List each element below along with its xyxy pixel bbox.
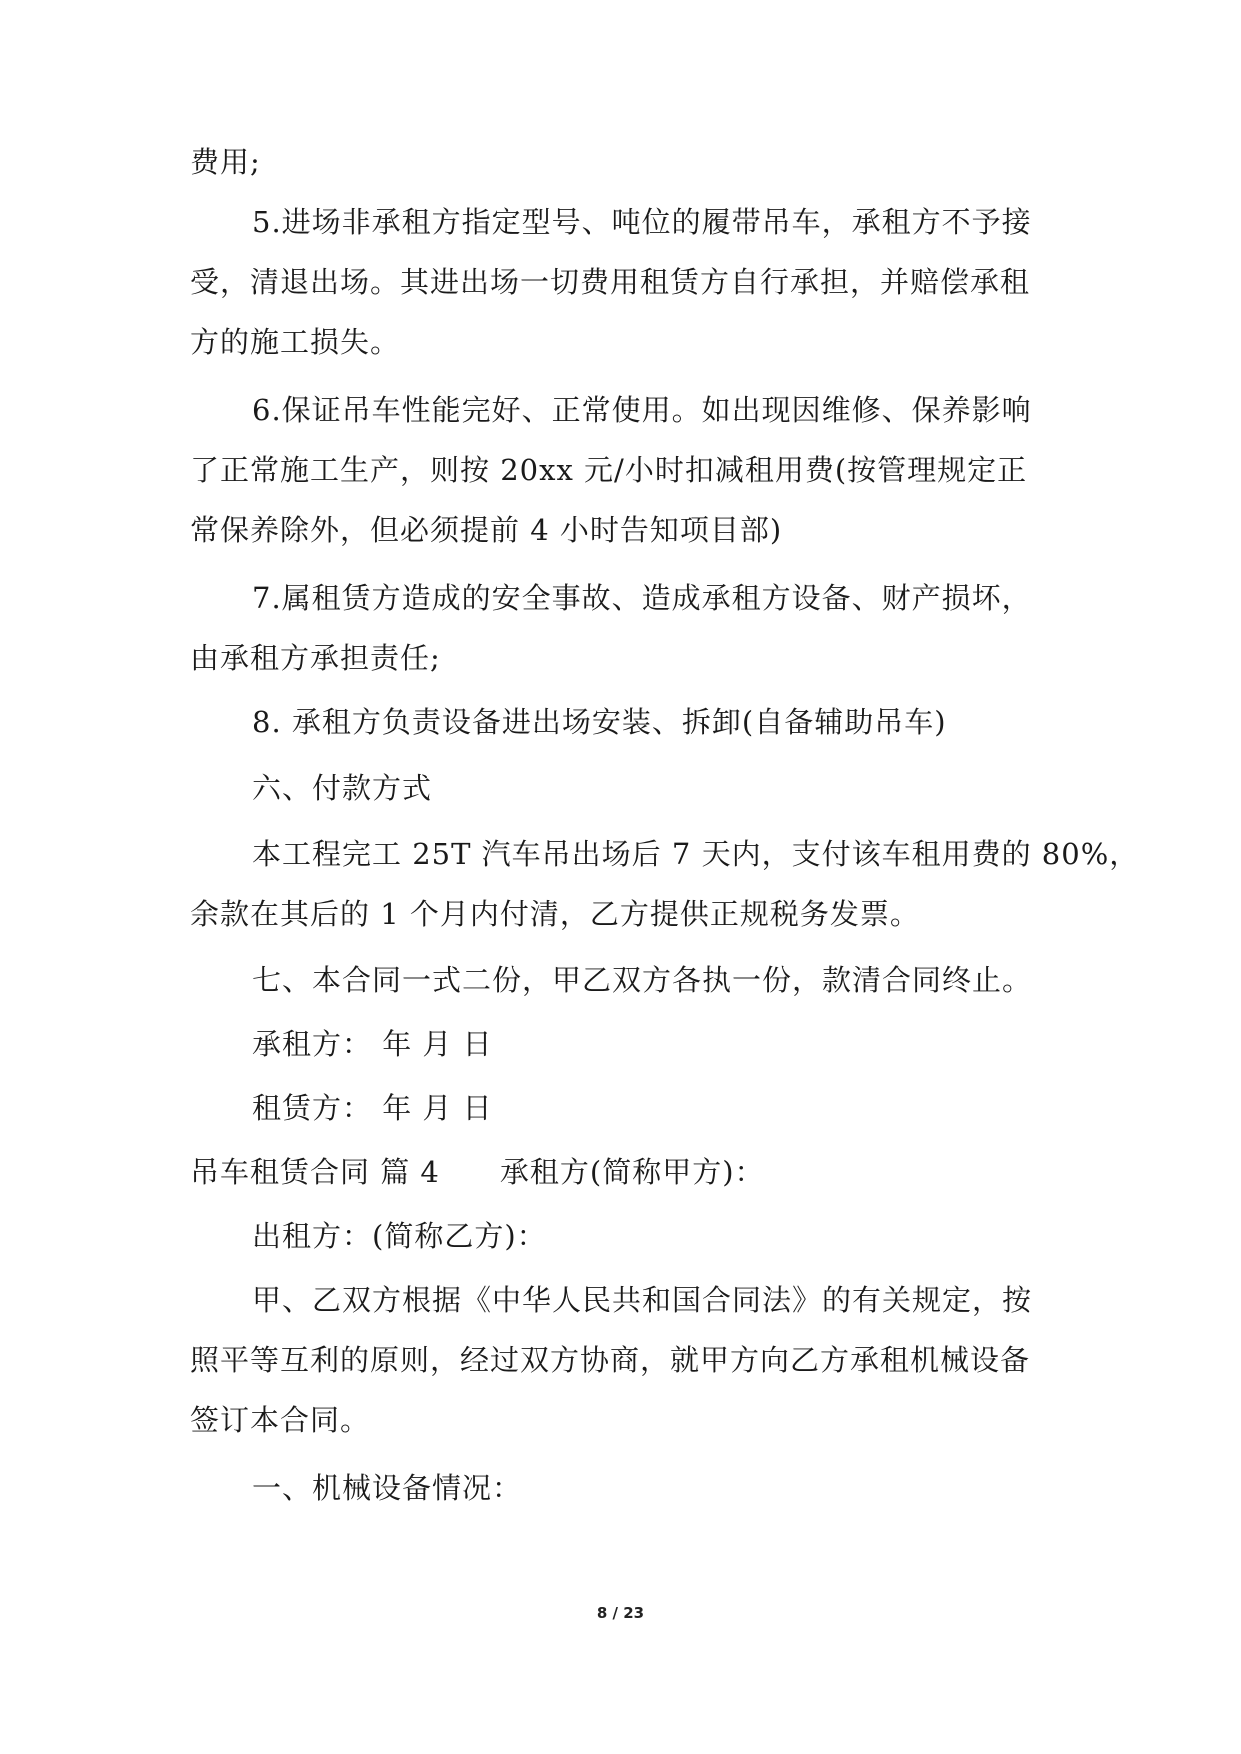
text-line: 费用;: [190, 145, 261, 179]
section-title-text: 吊车租赁合同 篇 4: [190, 1155, 440, 1189]
section-heading: 一、机械设备情况：: [252, 1471, 523, 1505]
text-line: 本工程完工 25T 汽车吊出场后 7 天内，支付该车租用费的 80%，: [252, 837, 1140, 871]
text-line: 签订本合同。: [190, 1403, 371, 1437]
text-line: 方的施工损失。: [190, 325, 401, 359]
text-line: 8. 承租方负责设备进出场安装、拆卸(自备辅助吊车): [252, 705, 947, 739]
signature-line: 租赁方： 年 月 日: [252, 1091, 493, 1125]
text-line: 7.属租赁方造成的安全事故、造成承租方设备、财产损坏，: [252, 581, 1032, 615]
signature-line: 承租方： 年 月 日: [252, 1027, 493, 1061]
text-line: 了正常施工生产，则按 20xx 元/小时扣减租用费(按管理规定正: [190, 453, 1028, 487]
text-line: 甲、乙双方根据《中华人民共和国合同法》的有关规定，按: [252, 1283, 1033, 1317]
section-title: [190, 1152, 765, 1192]
text-line: 余款在其后的 1 个月内付清，乙方提供正规税务发票。: [190, 897, 920, 931]
text-line: 受，清退出场。其进出场一切费用租赁方自行承担，并赔偿承租: [190, 265, 1031, 299]
text-line: 5.进场非承租方指定型号、吨位的履带吊车，承租方不予接: [252, 205, 1032, 239]
text-line: 常保养除外，但必须提前 4 小时告知项目部): [190, 513, 783, 547]
text-line: 七、本合同一式二份，甲乙双方各执一份，款清合同终止。: [252, 963, 1033, 997]
text-line: 出租方：(简称乙方)：: [252, 1219, 547, 1253]
section-title-tail: 承租方(简称甲方)：: [499, 1155, 765, 1189]
text-line: 照平等互利的原则，经过双方协商，就甲方向乙方承租机械设备: [190, 1343, 1031, 1377]
text-line: 由承租方承担责任;: [190, 641, 441, 675]
page-number: 8 / 23: [596, 1604, 645, 1622]
section-heading: 六、付款方式: [252, 771, 433, 805]
text-line: 6.保证吊车性能完好、正常使用。如出现因维修、保养影响: [252, 393, 1032, 427]
